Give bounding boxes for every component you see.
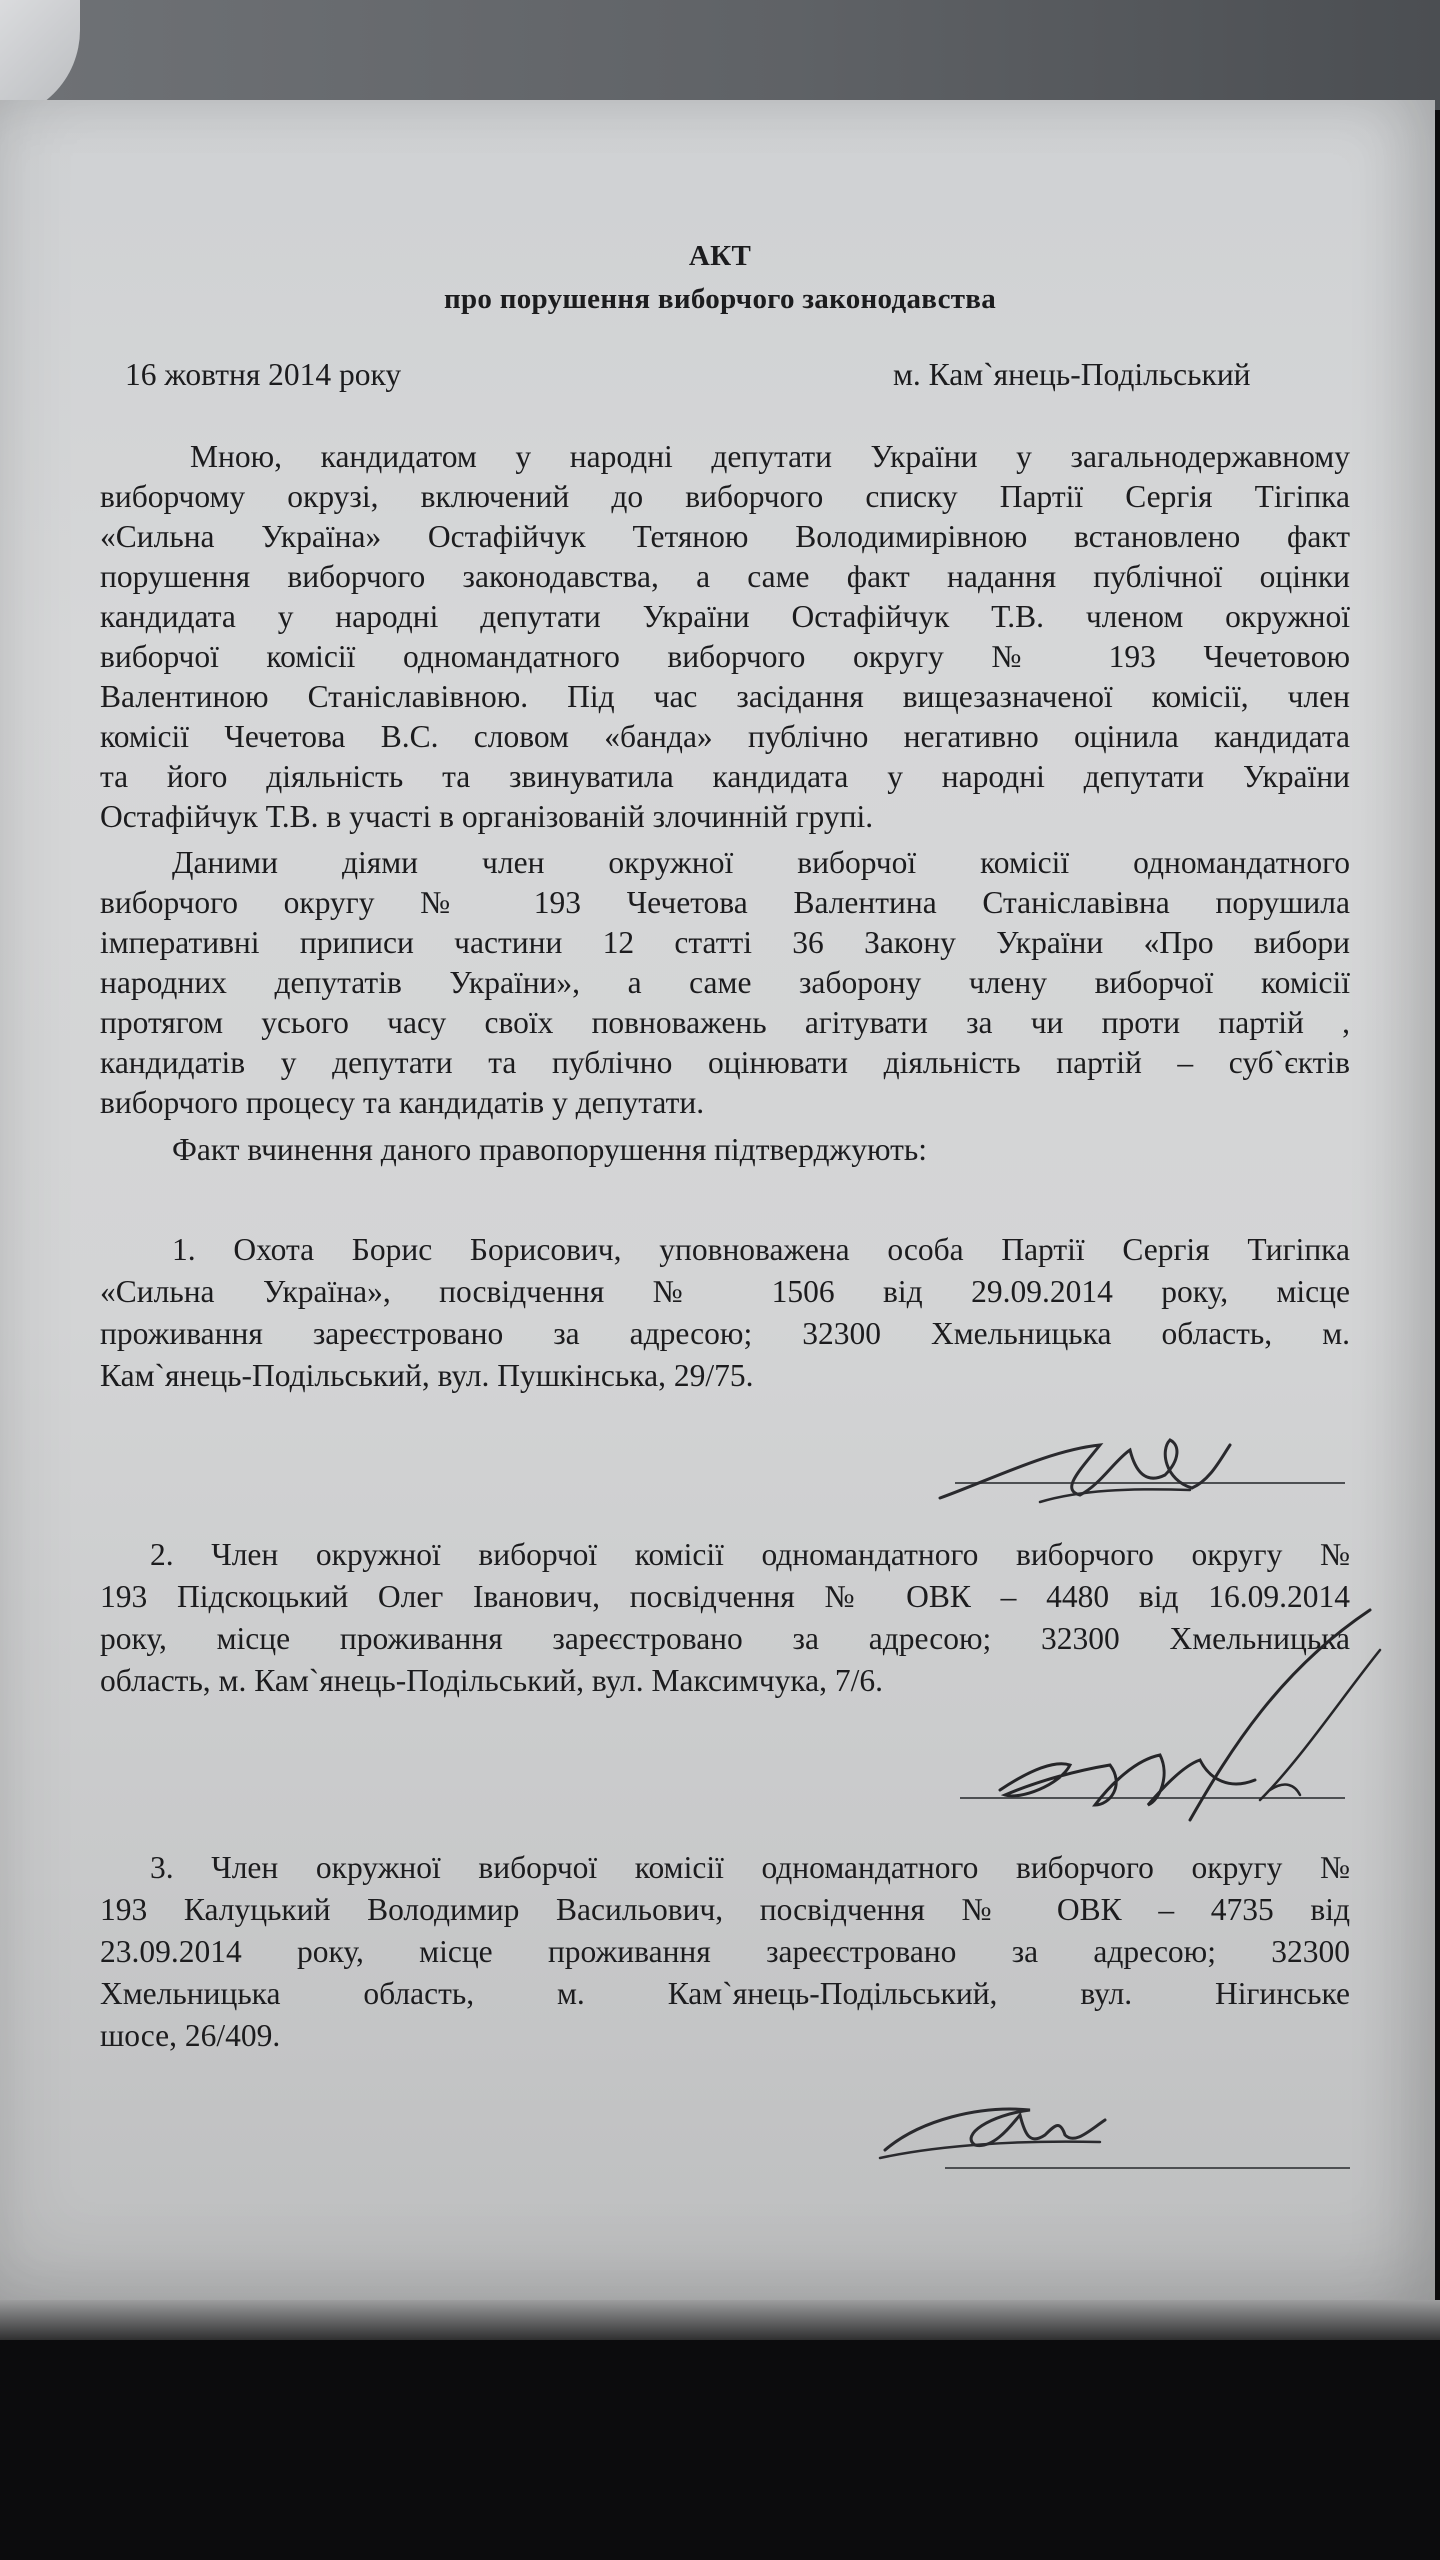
paragraph2-line: Даними діями член окружної виборчої комісії одномандатного bbox=[172, 845, 1350, 880]
paragraph2-line: народних депутатів України», а саме заборону члену виборчої комісії bbox=[100, 965, 1350, 1000]
paragraph1-line: виборчому окрузі, включений до виборчого списку Партії Сергія Тігіпка bbox=[100, 479, 1350, 514]
document-date: 16 жовтня 2014 року bbox=[125, 357, 402, 392]
witness-1-line: 1. Охота Борис Борисович, уповноважена особа Партії Сергія Тигіпка bbox=[172, 1232, 1350, 1267]
witness-1-line: Кам`янець-Подільський, вул. Пушкінська, 29/75. bbox=[100, 1358, 754, 1393]
paragraph1-line: Валентиною Станіславівною. Під час засідання вищезазначеної комісії, член bbox=[100, 679, 1350, 714]
witness-1-line: «Сильна Україна», посвідчення № 1506 від 29.09.2014 року, місце bbox=[100, 1274, 1350, 1309]
paragraph2-line: виборчого процесу та кандидатів у депутати. bbox=[100, 1085, 705, 1120]
paragraph2-line: протягом усього часу своїх повноважень агітувати за чи проти партій , bbox=[100, 1005, 1350, 1040]
witness-3-line: Хмельницька область, м. Кам`янець-Подільський, вул. Нігинське bbox=[100, 1976, 1350, 2011]
witness-3-line: 23.09.2014 року, місце проживання зареєстровано за адресою; 32300 bbox=[100, 1934, 1350, 1969]
paragraph1-line: Остафійчук Т.В. в участі в організованій злочинній групі. bbox=[100, 799, 874, 834]
paragraph1-line: виборчої комісії одномандатного виборчого округу № 193 Чечетовою bbox=[100, 639, 1350, 674]
witness-2-line: 2. Член окружної виборчої комісії одномандатного виборчого округу № bbox=[150, 1537, 1350, 1572]
signature-2 bbox=[960, 1590, 1400, 1850]
signature-1 bbox=[930, 1390, 1250, 1530]
witness-2-line: область, м. Кам`янець-Подільський, вул. Максимчука, 7/6. bbox=[100, 1663, 884, 1698]
signature-3 bbox=[870, 2090, 1130, 2180]
witness-2-line: року, місце проживання зареєстровано за адресою; 32300 Хмельницька bbox=[100, 1621, 1350, 1656]
paragraph1-line: «Сильна Україна» Остафійчук Тетяною Володимирівною встановлено факт bbox=[100, 519, 1350, 554]
paper-bottom-edge bbox=[0, 2300, 1440, 2340]
witness-intro: Факт вчинення даного правопорушення підтверджують: bbox=[172, 1132, 928, 1167]
document-place: м. Кам`янець-Подільський bbox=[893, 357, 1251, 392]
paragraph1-line: та його діяльність та звинуватила кандидата у народні депутати України bbox=[100, 759, 1350, 794]
witness-3-line: 3. Член окружної виборчої комісії одномандатного виборчого округу № bbox=[150, 1850, 1350, 1885]
document-title: АКТ bbox=[688, 240, 752, 272]
paragraph2-line: виборчого округу № 193 Чечетова Валентина Станіславівна порушила bbox=[100, 885, 1350, 920]
paragraph1-line: кандидата у народні депутати України Остафійчук Т.В. членом окружної bbox=[100, 599, 1350, 634]
witness-1-line: проживання зареєстровано за адресою; 32300 Хмельницька область, м. bbox=[100, 1316, 1350, 1351]
document-subtitle: про порушення виборчого законодавства bbox=[443, 283, 997, 315]
background-surface bbox=[0, 0, 1440, 110]
witness-2-line: 193 Підскоцький Олег Іванович, посвідчення № ОВК – 4480 від 16.09.2014 bbox=[100, 1579, 1350, 1614]
witness-3-line: шосе, 26/409. bbox=[100, 2018, 281, 2053]
paragraph1-line: Мною, кандидатом у народні депутати України у загальнодержавному bbox=[190, 439, 1350, 474]
paragraph2-line: кандидатів у депутати та публічно оцінювати діяльність партій – суб`єктів bbox=[100, 1045, 1350, 1080]
paragraph1-line: порушення виборчого законодавства, а саме факт надання публічної оцінки bbox=[100, 559, 1350, 594]
paragraph1-line: комісії Чечетова В.С. словом «банда» публічно негативно оцінила кандидата bbox=[100, 719, 1350, 754]
witness-3-line: 193 Калуцький Володимир Васильович, посвідчення № ОВК – 4735 від bbox=[100, 1892, 1350, 1927]
paragraph2-line: імперативні приписи частини 12 статті 36 Закону України «Про вибори bbox=[100, 925, 1350, 960]
